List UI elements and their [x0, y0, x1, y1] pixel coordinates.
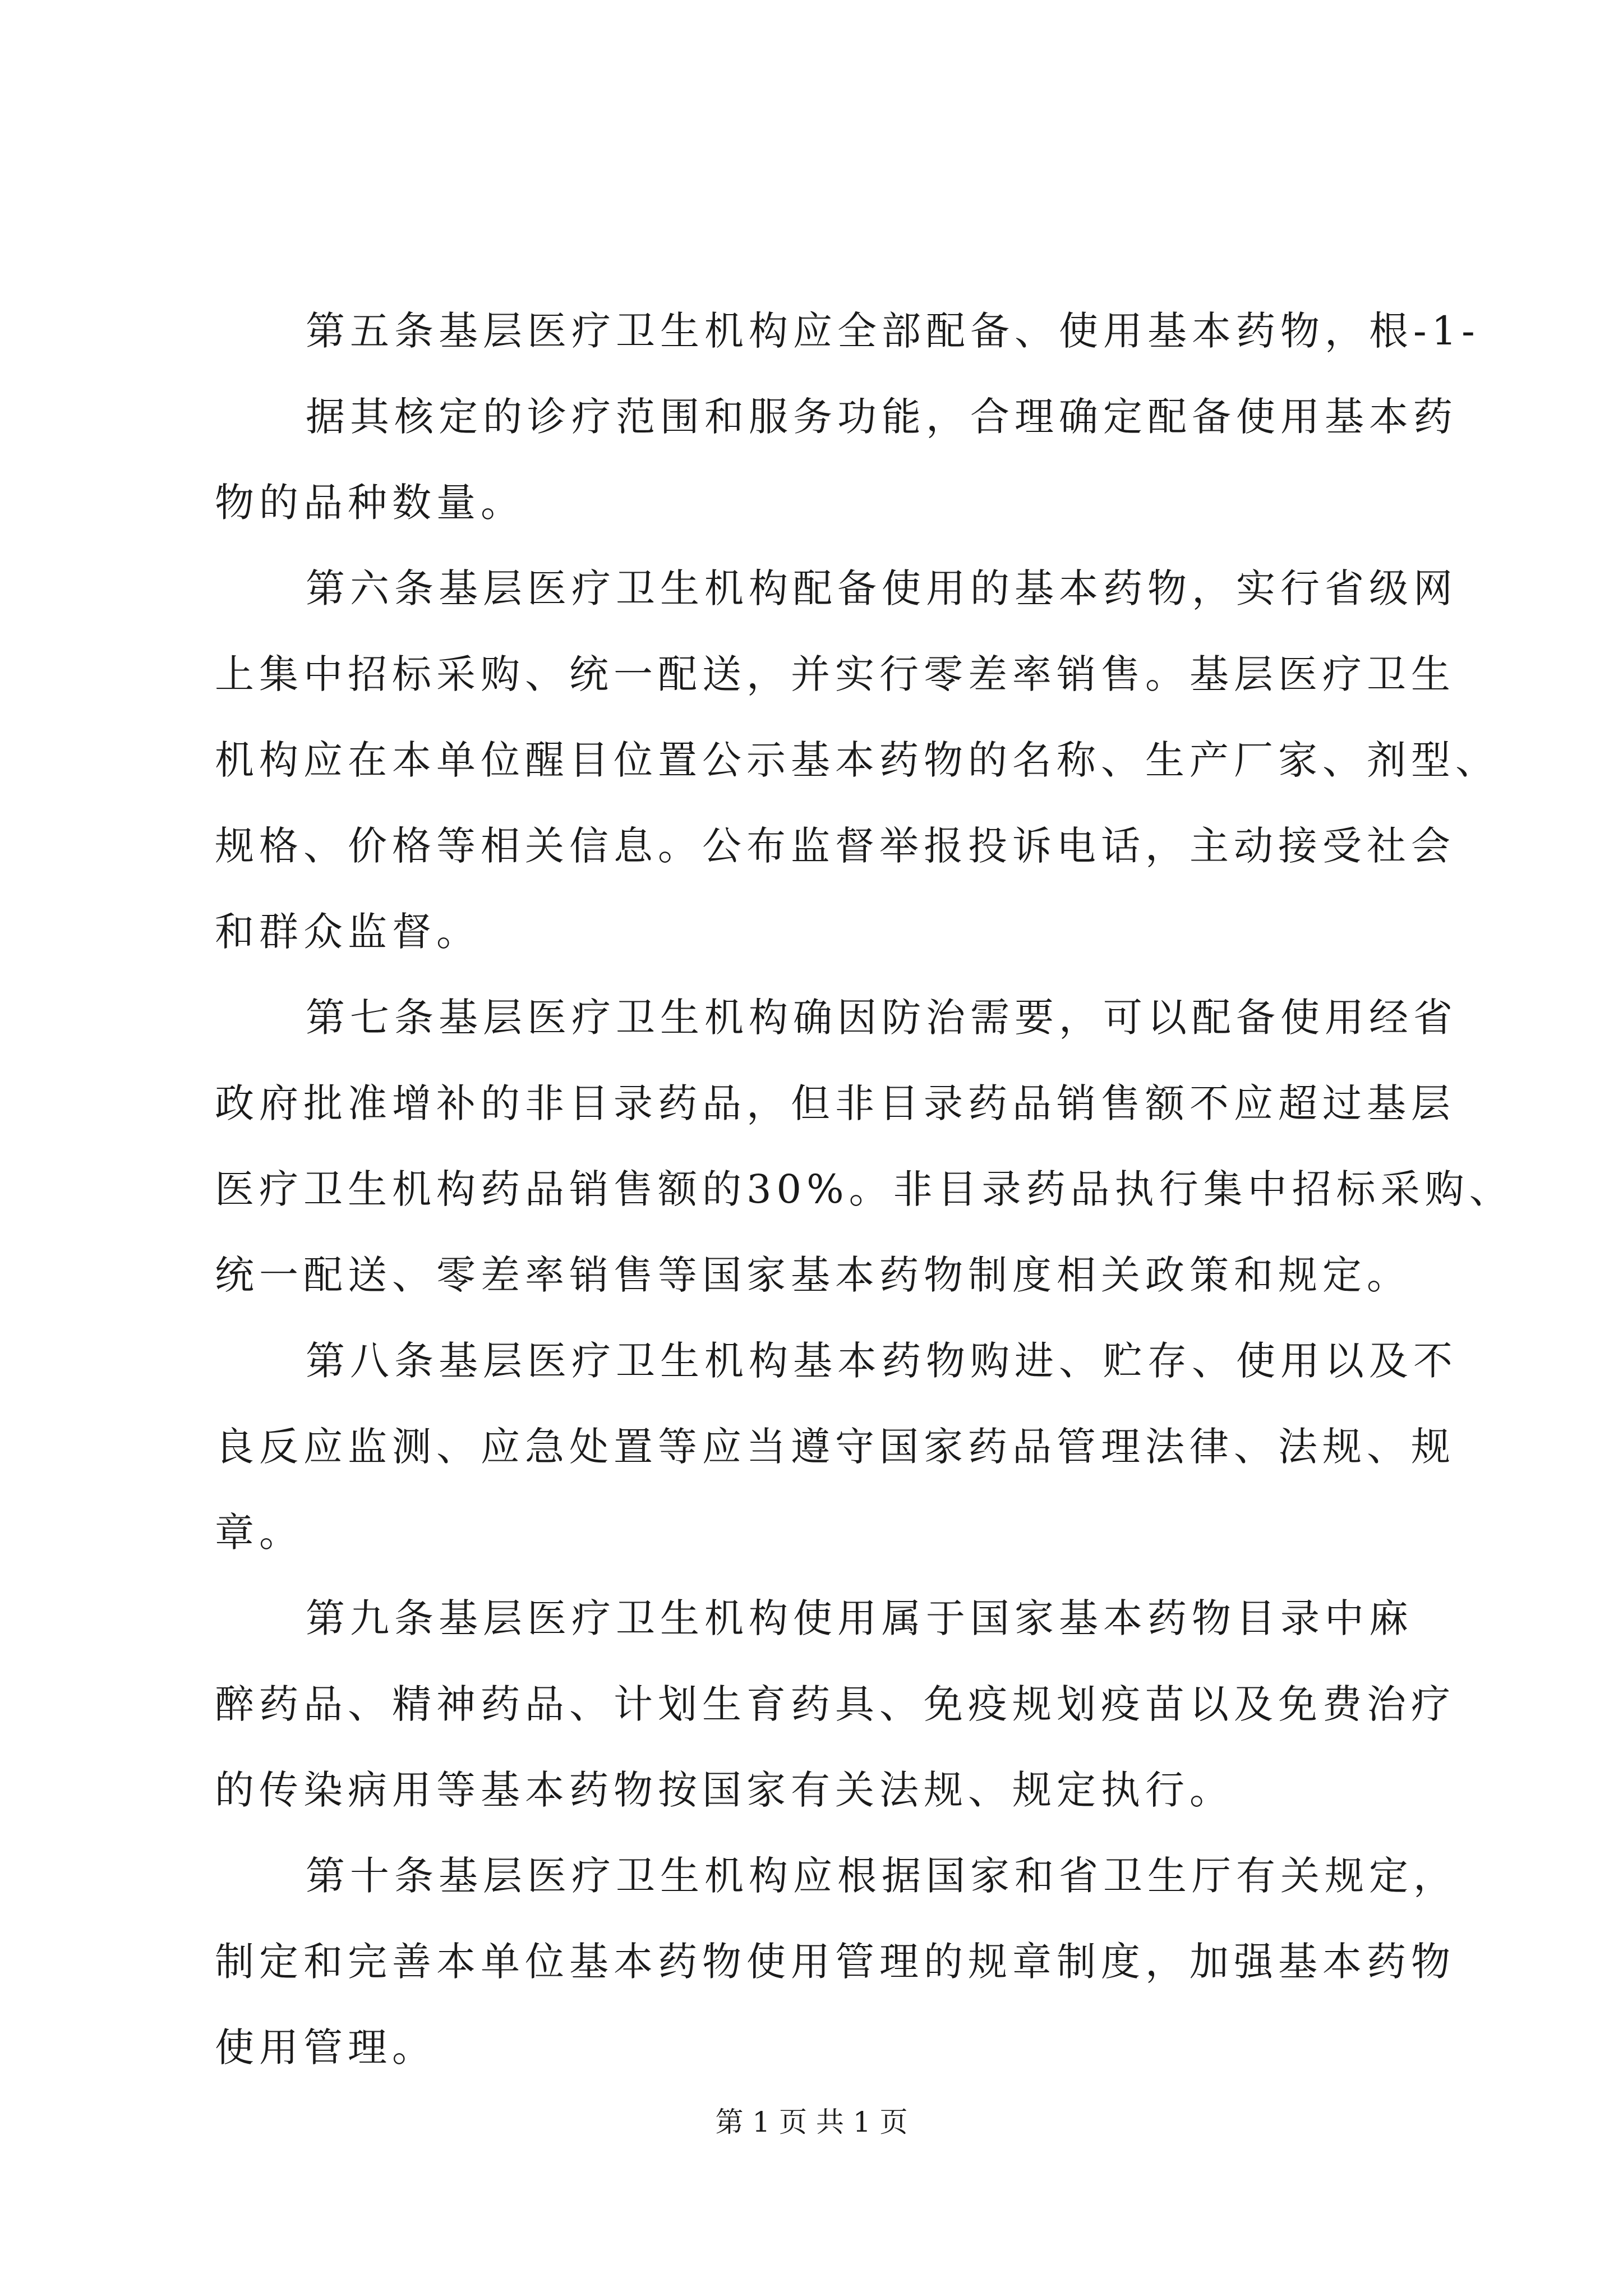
text-line: 第八条基层医疗卫生机构基本药物购进、贮存、使用以及不	[306, 1338, 1458, 1384]
text-line: 政府批准增补的非目录药品，但非目录药品销售额不应超过基层	[215, 1080, 1455, 1126]
text-line: 统一配送、零差率销售等国家基本药物制度相关政策和规定。	[215, 1252, 1411, 1298]
text-line: 机构应在本单位醒目位置公示基本药物的名称、生产厂家、剂型、	[215, 737, 1500, 783]
text-line: 据其核定的诊疗范围和服务功能，合理确定配备使用基本药	[306, 394, 1458, 440]
text-line: 第七条基层医疗卫生机构确因防治需要，可以配备使用经省	[306, 995, 1458, 1041]
text-line: 规格、价格等相关信息。公布监督举报投诉电话，主动接受社会	[215, 823, 1455, 869]
text-line: 物的品种数量。	[215, 480, 525, 526]
text-line: 醉药品、精神药品、计划生育药具、免疫规划疫苗以及免费治疗	[215, 1681, 1455, 1727]
text-line: 上集中招标采购、统一配送，并实行零差率销售。基层医疗卫生	[215, 651, 1455, 697]
text-line: 第五条基层医疗卫生机构应全部配备、使用基本药物，根-1-	[306, 308, 1480, 354]
text-line: 的传染病用等基本药物按国家有关法规、规定执行。	[215, 1767, 1234, 1813]
text-line: 第六条基层医疗卫生机构配备使用的基本药物，实行省级网	[306, 565, 1458, 611]
text-line: 第九条基层医疗卫生机构使用属于国家基本药物目录中麻	[306, 1595, 1413, 1641]
page-footer: 第 1 页 共 1 页	[715, 2106, 908, 2138]
text-line: 制定和完善本单位基本药物使用管理的规章制度，加强基本药物	[215, 1939, 1455, 1985]
text-line: 使用管理。	[215, 2024, 436, 2070]
text-line: 章。	[215, 1510, 303, 1556]
text-line: 第十条基层医疗卫生机构应根据国家和省卫生厅有关规定，	[306, 1853, 1458, 1899]
text-line: 医疗卫生机构药品销售额的30%。非目录药品执行集中招标采购、	[215, 1166, 1514, 1212]
text-line: 和群众监督。	[215, 909, 481, 955]
text-line: 良反应监测、应急处置等应当遵守国家药品管理法律、法规、规	[215, 1424, 1455, 1470]
